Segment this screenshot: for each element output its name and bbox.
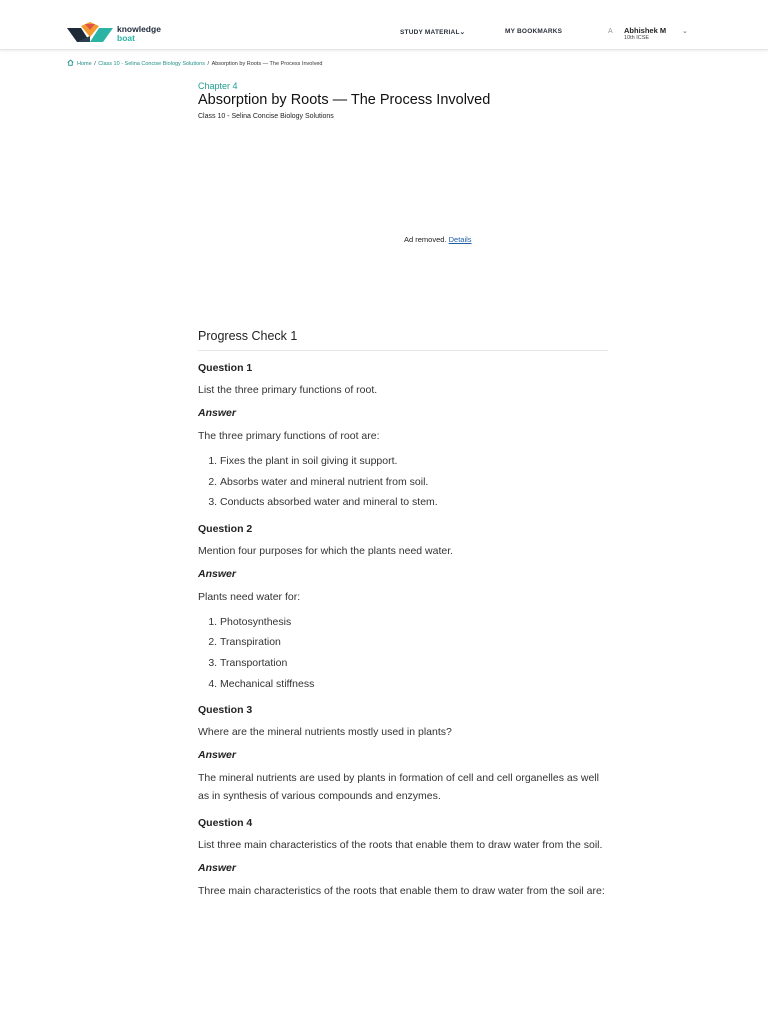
section-title: Progress Check 1 bbox=[198, 329, 608, 351]
brand-line1: knowledge bbox=[117, 24, 161, 34]
knowledge-boat-logo-icon[interactable] bbox=[67, 22, 113, 44]
avatar[interactable]: A bbox=[608, 28, 613, 35]
user-name[interactable]: Abhishek M bbox=[624, 26, 667, 35]
answer-list bbox=[198, 451, 608, 513]
nav-my-bookmarks[interactable]: MY BOOKMARKS bbox=[505, 28, 563, 35]
answer-intro: The three primary functions of root are: bbox=[198, 430, 380, 442]
user-class: 10th ICSE bbox=[624, 35, 650, 41]
brand-name[interactable] bbox=[117, 25, 161, 42]
answer-label: Answer bbox=[198, 407, 236, 419]
breadcrumb-current: Absorption by Roots — The Process Involved bbox=[211, 61, 323, 67]
list-item: 1. Fixes the plant in soil giving it support. bbox=[220, 451, 608, 472]
top-navbar bbox=[0, 0, 768, 50]
list-item: 3. Transportation bbox=[220, 653, 608, 674]
ad-removed-note bbox=[404, 235, 472, 244]
list-item: 2. Transpiration bbox=[220, 632, 608, 653]
answer-list bbox=[198, 612, 608, 694]
nav-study-material-label: STUDY MATERIAL bbox=[400, 29, 460, 36]
question-text: Where are the mineral nutrients mostly used in plants? bbox=[198, 726, 452, 739]
nav-study-material[interactable] bbox=[400, 28, 465, 36]
chevron-down-icon: ⌄ bbox=[459, 29, 466, 36]
ad-details-link[interactable]: Details bbox=[448, 235, 472, 244]
question-label: Question 3 bbox=[198, 704, 253, 717]
breadcrumb: Home / Class 10 - Selina Concise Biology Solutions / Absorption by Roots — The Process Involved bbox=[67, 59, 322, 67]
page-subtitle: Class 10 - Selina Concise Biology Solutions bbox=[198, 113, 334, 120]
list-item: 2. Absorbs water and mineral nutrient from soil. bbox=[220, 472, 608, 493]
brand-line2: boat bbox=[117, 33, 135, 43]
question-text: List three main characteristics of the roots that enable them to draw water from the soil. bbox=[198, 839, 603, 852]
main-content bbox=[198, 329, 608, 900]
answer-label: Answer bbox=[198, 749, 236, 762]
question-text: List the three primary functions of root. bbox=[198, 384, 378, 396]
answer-label: Answer bbox=[198, 862, 236, 875]
list-item: 4. Mechanical stiffness bbox=[220, 674, 608, 695]
home-icon[interactable] bbox=[67, 59, 74, 66]
page-title: Absorption by Roots — The Process Involved bbox=[198, 92, 491, 108]
question-text: Mention four purposes for which the plants need water. bbox=[198, 544, 454, 557]
breadcrumb-class[interactable]: Class 10 - Selina Concise Biology Solutions bbox=[98, 61, 205, 67]
answer-intro: Three main characteristics of the roots that enable them to draw water from the soil are: bbox=[198, 885, 605, 898]
answer-label: Answer bbox=[198, 567, 236, 580]
breadcrumb-home[interactable]: Home bbox=[77, 61, 92, 67]
chapter-label: Chapter 4 bbox=[198, 81, 238, 91]
question-label: Question 4 bbox=[198, 817, 253, 830]
question-label: Question 2 bbox=[198, 522, 253, 535]
list-item: 1. Photosynthesis bbox=[220, 612, 608, 633]
question-label: Question 1 bbox=[198, 362, 253, 374]
user-menu-chevron-icon[interactable]: ⌄ bbox=[682, 28, 688, 35]
answer-text: The mineral nutrients are used by plants in formation of cell and cell organelles as well as in synthesis of various compounds and enzymes. bbox=[198, 772, 599, 803]
ad-removed-text: Ad removed. bbox=[404, 235, 447, 244]
answer-intro: Plants need water for: bbox=[198, 590, 301, 603]
list-item: 3. Conducts absorbed water and mineral to stem. bbox=[220, 492, 608, 513]
